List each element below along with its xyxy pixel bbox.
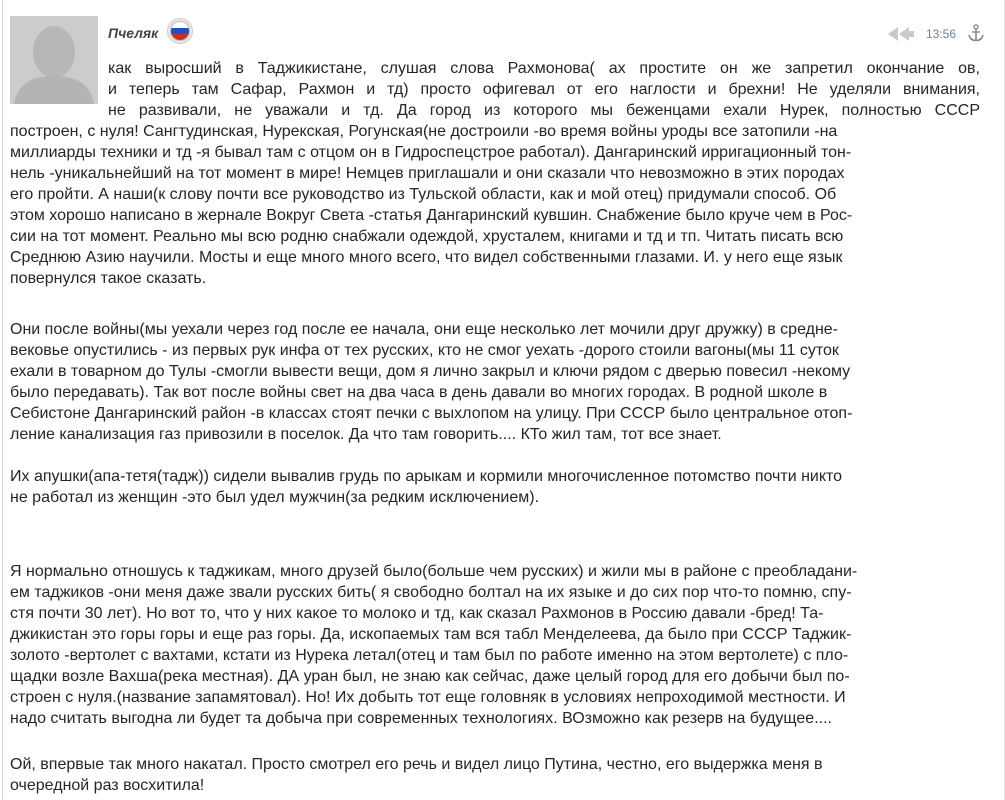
post-paragraph-1 — [10, 58, 980, 289]
text-line: как выросший в Таджикистане, слушая слова Рахмонова( ах простите он же запретил окончание ов, — [108, 60, 980, 77]
text-line: сии на тот момент. Реально мы всю родню снабжали одеждой, хрусталем, книгами и тд и тп. Читать писать всю — [10, 228, 844, 245]
text-line: надо считать выгодна ли будет та добыча при современных технологиях. ВОзможно как резерв на будущее.... — [10, 710, 832, 727]
anchor-icon[interactable] — [967, 24, 985, 42]
text-line: очередной раз восхитила! — [10, 777, 205, 794]
post-paragraph-5 — [10, 754, 982, 796]
text-line: щадки возле Вахша(река местная). ДА уран был, не знаю как сейчас, даже целый город для его добычи был по- — [10, 668, 850, 685]
left-border — [2, 0, 3, 800]
text-line: и теперь там Сафар, Рахмон и тд) просто офигевал от его наглости и брехни! Не уделяли внимания, — [108, 81, 980, 98]
text-line: Они после войны(мы уехали через год после ее начала, они еще несколько лет мочили друг дружку) в средне- — [10, 321, 839, 338]
text-line: нель -уникальнейший на тот момент в мире! Немцев приглашали и они сказали что невозможно в этих породах — [10, 165, 845, 182]
text-line: Ой, впервые так много накатал. Просто смотрел его речь и видел лицо Путина, честно, его выдержка меня в — [10, 756, 823, 773]
default-avatar-icon — [10, 16, 98, 104]
text-line: миллиарды техники и тд -я бывал там с отцом он в Гидроспецстрое работал). Дангаринский ирригационный тон- — [10, 144, 852, 161]
author-name[interactable]: Пчеляк — [108, 25, 159, 41]
post-paragraph-2 — [10, 319, 982, 445]
text-line: Их апушки(апа-тетя(тадж)) сидели вывалив грудь по арыкам и кормили многочисленное потомство почти никто — [10, 468, 843, 485]
text-line: построен, с нуля! Сангтудинская, Нурекская, Рогунская(не достроили -во время войны уроды все затопили -на — [10, 123, 838, 140]
text-line: его пройти. А наши(к слову почти все руководство из Тульской области, как и мой отец) придумали способ. Об — [10, 186, 837, 203]
russia-flag-icon — [167, 18, 193, 44]
avatar[interactable] — [10, 16, 98, 104]
reply-double-arrow-icon[interactable] — [888, 27, 914, 41]
post-timestamp[interactable]: 13:56 — [926, 27, 957, 41]
text-line: ем таджиков -они меня даже звали русских бить( я свободно болтал на их языке и до сих пор что-то помню, спу- — [10, 584, 852, 601]
post-paragraph-4 — [10, 561, 982, 729]
text-line: стя почти 30 лет). Но вот то, что у них какое то молоко и тд, как сказал Рахмонов в Россию давали -бред! Та- — [10, 605, 824, 622]
text-line: джикистан это горы горы и еще раз горы. Да, ископаемых там вся табл Менделеева, да было при СССР Таджик- — [10, 626, 852, 643]
text-line: было передавать). Так вот после войны свет на два часа в день давали во многих городах. В родной школе в — [10, 384, 828, 401]
text-line: ехали в товарном до Тулы -смогли вывести вещи, дом я лично закрыл и ключи рядом с дверью повесил -некому — [10, 363, 851, 380]
text-line: Себистоне Дангаринский район -в классах стоят печки с выхлопом на улицу. При СССР было центральное отоп- — [10, 405, 853, 422]
post-paragraph-3 — [10, 466, 982, 508]
text-line: повернулся такое сказать. — [10, 270, 207, 287]
text-line: вековье опустились - из первых рук инфа от тех русских, кто не смог уехать -дорого стоили вагоны(мы 11 суток — [10, 342, 839, 359]
text-line: Я нормально отношусь к таджикам, много друзей было(больше чем русских) и жили мы в районе с преобладани- — [10, 563, 858, 580]
text-line: Среднюю Азию научили. Мосты и еще много много всего, что видел собственными глазами. И. у него еще язык — [10, 249, 843, 266]
text-line: золото -вертолет с вахтами, кстати из Нурека летал(отец и там был по работе именно на этом вертолете) с пло- — [10, 647, 849, 664]
text-line: не работал из женщин -это был удел мужчин(за редким исключением). — [10, 489, 540, 506]
text-line: ление канализация газ привозили в поселок. Да что там говорить.... КТо жил там, тот все знает. — [10, 426, 722, 443]
text-line: этом хорошо написано в жернале Вокруг Света -статья Дангаринский кувшин. Снабжение было круче чем в Рос- — [10, 207, 853, 224]
text-line: строен с нуля.(название запамятовал). Но! Их добыть тот еще головняк в условиях непроходимой местности. И — [10, 689, 846, 706]
text-line: не развивали, не уважали и тд. Да город из которого мы беженцами ехали Нурек, полностью СССР — [108, 102, 980, 119]
